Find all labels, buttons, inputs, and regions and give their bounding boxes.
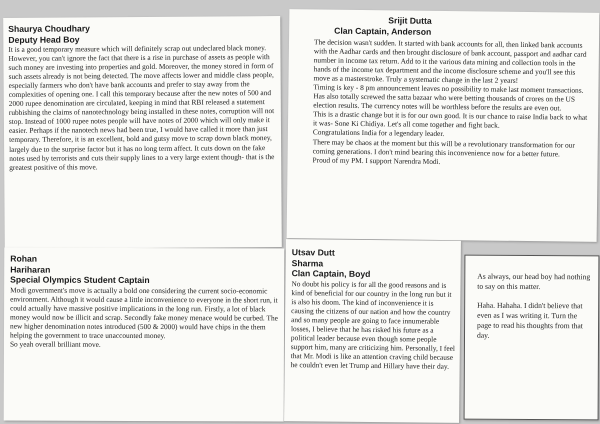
author-role: Special Olympics Student Captain [10, 274, 150, 286]
author-role: Clan Captain, Boyd [291, 268, 371, 279]
srijit-opinion-card [287, 9, 600, 242]
opinion-paragraph: The decision wasn't sudden. It started with bank accounts for all, then linked bank accounts with the Aadhar cards and then brought disclosure of bank account, passport and aadhar card number in income tax return. Add to it the various data mining and collection tools in the hands of the income tax department and the income disclosure scheme and you'll see this move as a masterstroke. Truly a systematic change in the last 2 years! [313, 37, 587, 86]
author-surname: Hariharan [10, 264, 51, 275]
opinion-text: No doubt his policy is for all the good reasons and is kind of beneficial for our country in the long run but it is also his doom. The kind of inconvenience it is causing the citizens of our nation and how the country and so many people are going to face innumerable losses, I believe that he has risked his future as a political leader because even though some people support him, many are criticizing him. Personally, I feel that Mr. Modi is like an attention craving child because he couldn't even let Trump and Hillary have their day. [290, 278, 455, 371]
author-name: Utsav Dutt [291, 247, 335, 258]
editor-note-box [464, 255, 600, 421]
opinion-text: Modi government's move is actually a bold one considering the current socio-economic environment. Although it would cause a little inconvenience to everyone in the short run, it could actually have massive positive implications in the long run. Firstly, a lot of black money would now be illicit and scrap. Secondly fake money menace would be curbed. The new higher denomination notes introduced (500 & 2000) would have chips in the them helping the government to trace unaccounted money. [9, 285, 278, 340]
author-name: Srijit Dutta [388, 15, 432, 26]
author-name: Shaurya Choudhary [8, 23, 90, 34]
note-line: As always, our head boy had nothing to say on this matter. [477, 271, 591, 292]
opinion-paragraph: This is a drastic change but it is for our own good. It is our chance to raise India back to what it was- Sone Ki Chidiya. Let's all come together and fight back. [312, 109, 588, 131]
author-surname: Sharma [291, 257, 324, 268]
author-name: Rohan [10, 253, 38, 264]
opinion-paragraph: Proud of my PM. I support Narendra Modi. [312, 155, 441, 166]
author-role: Deputy Head Boy [8, 33, 80, 45]
opinion-text: It is a good temporary measure which will definitely scrap out undeclared black money. However, you can't ignore the fact that there is a rise in purchase of assets as people with such money are investing into properties and gold. Moreover, the money stored in form of such assets already is not being detected. The move affects lower and middle class people, especially farmers who don't have bank accounts and prefer to stay away from the complexities of opening one. I call this temporary because after the new notes of 500 and 2000 rupee denomination are circulated, keeping in mind that RBI released a statement rubbishing the claims of nanotechnology being installed in these notes, corruption will not stop. Instead of 1000 rupee notes people will have notes of 2000 which will only make it easier. Perhaps if the nanotech news had been true, I would have called it more than just temporary. Therefore, it is an excellent, bold and gutsy move to scrap down black money, largely due to the surprise factor but it has no long term affect. It cuts down on the fake notes used by terrorists and cuts their supply lines to a very large extent though- that is the greatest positive of this move. [8, 43, 275, 172]
rohan-opinion-card [4, 248, 285, 422]
utsav-opinion-card [284, 239, 461, 423]
opinion-paragraph: Congratulations India for a legendary leader. [312, 127, 445, 139]
opinion-paragraph: There may be chaos at the moment but this will be a revolutionary transformation for our coming generations. I don't mind bearing this inconvenience now for a better future. [312, 136, 575, 158]
opinion-text [313, 37, 592, 167]
opinion-paragraph: Timing is key - 8 pm announcement leaves no possibility to make last moment transactions. Has also totally screwed the satta bazaar who were betting thousands of crores on the US election results. The currency notes will be worthless before the results are even out. [313, 82, 584, 113]
opinion-closing: So yeah overall brilliant move. [9, 339, 101, 349]
shaurya-opinion-card [3, 16, 282, 249]
note-line: Haha. Hahaha. I didn't believe that even as I was writing it. Turn the page to read his thoughts from that day. [476, 300, 583, 340]
author-role: Clan Captain, Anderson [334, 25, 432, 37]
